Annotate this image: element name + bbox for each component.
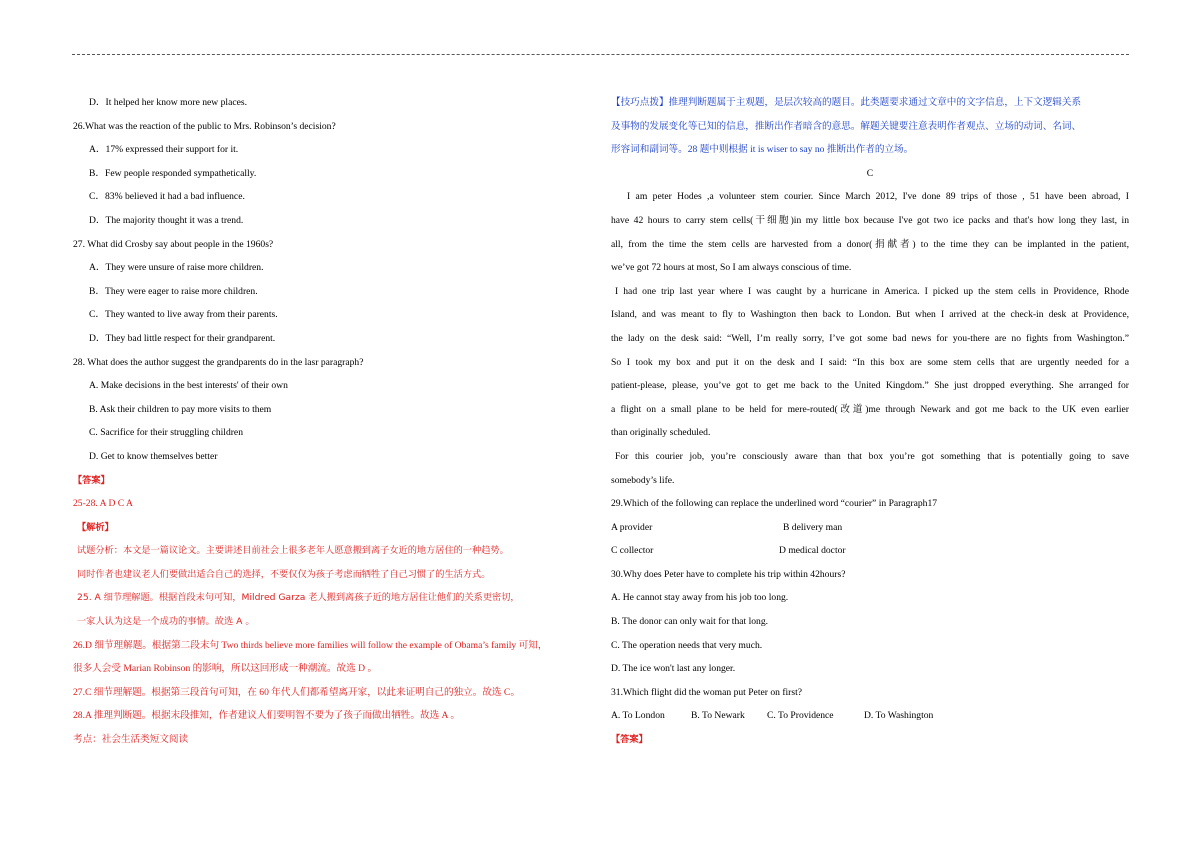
header-divider — [72, 54, 1129, 55]
analysis-line-6: 很多人会受 Marian Robinson 的影响，所以这回形成一种潮流。故选 D 。 — [73, 663, 378, 675]
answer-tag: 【答案】 — [73, 474, 110, 486]
analysis-line-3: 25. A 细节理解题。根据首段末句可知，Mildred Garza 老人搬到离孩子近的地方居住让他们的关系更密切， — [77, 592, 520, 604]
q29-stem: 29.Which of the following can replace the underlined word “courier” in Paragraph17 — [611, 498, 938, 510]
section-heading: C — [866, 167, 874, 179]
passage-p2-line-4: So I took my box and put it on the desk and I said: “In this box are some stem cells that are urgently needed for a — [611, 356, 1129, 368]
analysis-line-7: 27.C 细节理解题。根据第三段首句可知，在 60 年代人们都希望离开家，以此来证明自己的独立。故选 C。 — [73, 686, 520, 698]
passage-p1-line-4: we’ve got 72 hours at most, So I am always conscious of time. — [611, 262, 852, 274]
analysis-line-4: 一家人认为这是一个成功的事情。故选 A 。 — [77, 616, 255, 628]
q28-stem: 28. What does the author suggest the grandparents do in the lasr paragraph? — [73, 356, 364, 368]
analysis-line-8: 28.A 推理判断题。根据末段推知，作者建议人们要明智不要为了孩子而做出牺牲。故选 A 。 — [73, 710, 460, 722]
passage-p2-line-3: the lady on the desk said: “Well, I’m really sorry, I’ve got some bad news for you-there are no fights from Washington.” — [611, 332, 1129, 344]
q31-option-d: D. To Washington — [864, 710, 934, 722]
q30-option-d: D. The ice won't last any longer. — [611, 663, 736, 675]
q30-option-c: C. The operation needs that very much. — [611, 639, 763, 651]
q28-option-a: A. Make decisions in the best interests' of their own — [89, 380, 288, 392]
q29-options-row-1 — [611, 516, 1129, 540]
tip-line-1: 【技巧点拨】推理判断题属于主观题，是层次较高的题目。此类题要求通过文章中的文字信息，上下文逻辑关系 — [611, 97, 1082, 108]
q29-option-d: D medical doctor — [779, 545, 846, 557]
q26-option-b: B．Few people responded sympathetically. — [89, 167, 257, 179]
q30-option-b: B. The donor can only wait for that long. — [611, 616, 769, 628]
analysis-line-2: 同时作者也建议老人们要做出适合自己的选择，不要仅仅为孩子考虑而牺牲了自己习惯了的生活方式。 — [77, 568, 491, 580]
q29-option-a: A provider — [611, 521, 653, 533]
passage-p2-line-6: a flight on a small plane to be held for mere-routed(改道)me through Newark and got me back to the UK even earlier — [611, 403, 1129, 415]
q31-option-b: B. To Newark — [691, 710, 745, 722]
left-column — [73, 91, 593, 752]
q25-option-d: D．It helped her know more new places. — [89, 97, 247, 108]
passage-p1-line-3: all, from the time the stem cells are harvested from a donor(捐献者) to the time they can be implanted in the patient, — [611, 238, 1129, 250]
q29-option-b: B delivery man — [783, 521, 843, 533]
passage-p3-line-1: For this courier job, you’re consciously aware than that box you’re got something that is potentially going to save — [615, 450, 1129, 462]
answer-tag-right: 【答案】 — [611, 734, 648, 746]
q29-option-c: C collector — [611, 545, 654, 557]
q27-option-b: B．They were eager to raise more children. — [89, 285, 258, 297]
passage-p2-line-5: patient-please, please, you’ve got to get me back to the United Kingdom.” She just dropped everything. She arranged for — [611, 380, 1129, 392]
q30-option-a: A. He cannot stay away from his job too long. — [611, 592, 789, 604]
analysis-tag: 【解析】 — [77, 521, 114, 533]
q27-option-a: A．They were unsure of raise more children. — [89, 262, 264, 274]
passage-p2-line-7: than originally scheduled. — [611, 427, 711, 439]
passage-p2-line-1: I had one trip last year where I was caught by a hurricane in America. I picked up the stem cells in Providence, Rhode — [615, 285, 1129, 297]
kaodian-note: 考点：社会生活类短文阅读 — [73, 734, 189, 746]
q31-option-c: C. To Providence — [767, 710, 834, 722]
tip-line-2: 及事物的发展变化等已知的信息，推断出作者暗含的意思。解题关键要注意表明作者观点、立场的动词、名词、 — [611, 120, 1082, 132]
analysis-line-5: 26.D 细节理解题。根据第二段末句 Two thirds believe more families will follow the example of Obama’s family 可知， — [73, 639, 548, 651]
right-column — [611, 91, 1129, 752]
q28-option-d: D. Get to know themselves better — [89, 450, 218, 462]
q27-stem: 27. What did Crosby say about people in the 1960s? — [73, 238, 274, 250]
q30-stem: 30.Why does Peter have to complete his trip within 42hours? — [611, 568, 846, 580]
q26-option-c: C．83% believed it had a bad influence. — [89, 191, 245, 203]
q31-options-row — [611, 704, 1129, 728]
q28-option-c: C. Sacrifice for their struggling children — [89, 427, 243, 439]
q29-options-row-2 — [611, 539, 1129, 563]
q31-stem: 31.Which flight did the woman put Peter on first? — [611, 686, 803, 698]
q26-option-a: A．17% expressed their support for it. — [89, 144, 239, 156]
tip-line-3: 形容词和副词等。28 题中则根据 it is wiser to say no 推断出作者的立场。 — [611, 144, 914, 156]
q28-option-b: B. Ask their children to pay more visits to them — [89, 403, 272, 415]
q26-option-d: D．The majority thought it was a trend. — [89, 214, 244, 226]
answer-key: 25-28. A D C A — [73, 498, 133, 510]
q31-option-a: A. To London — [611, 710, 665, 722]
analysis-line-1: 试题分析：本文是一篇议论文。主要讲述目前社会上很多老年人愿意搬到离子女近的地方居住的一种趋势。 — [77, 545, 509, 557]
q27-option-c: C．They wanted to live away from their parents. — [89, 309, 278, 321]
passage-p1-line-2: have 42 hours to carry stem cells(干细胞)in my little box because I've got two ice packs and that's how long they last, in — [611, 214, 1129, 226]
q27-option-d: D．They bad little respect for their grandparent. — [89, 332, 276, 344]
passage-p3-line-2: somebody’s life. — [611, 474, 675, 486]
q26-stem: 26.What was the reaction of the public to Mrs. Robinson’s decision? — [73, 120, 336, 132]
passage-p1-line-1: I am peter Hodes ,a volunteer stem courier. Since March 2012, I've done 89 trips of those , 51 have been abroad, I — [627, 191, 1129, 203]
passage-p2-line-2: Island, and was meant to fly to Washington then back to London. But when I arrived at the check-in desk at Providence, — [611, 309, 1129, 321]
